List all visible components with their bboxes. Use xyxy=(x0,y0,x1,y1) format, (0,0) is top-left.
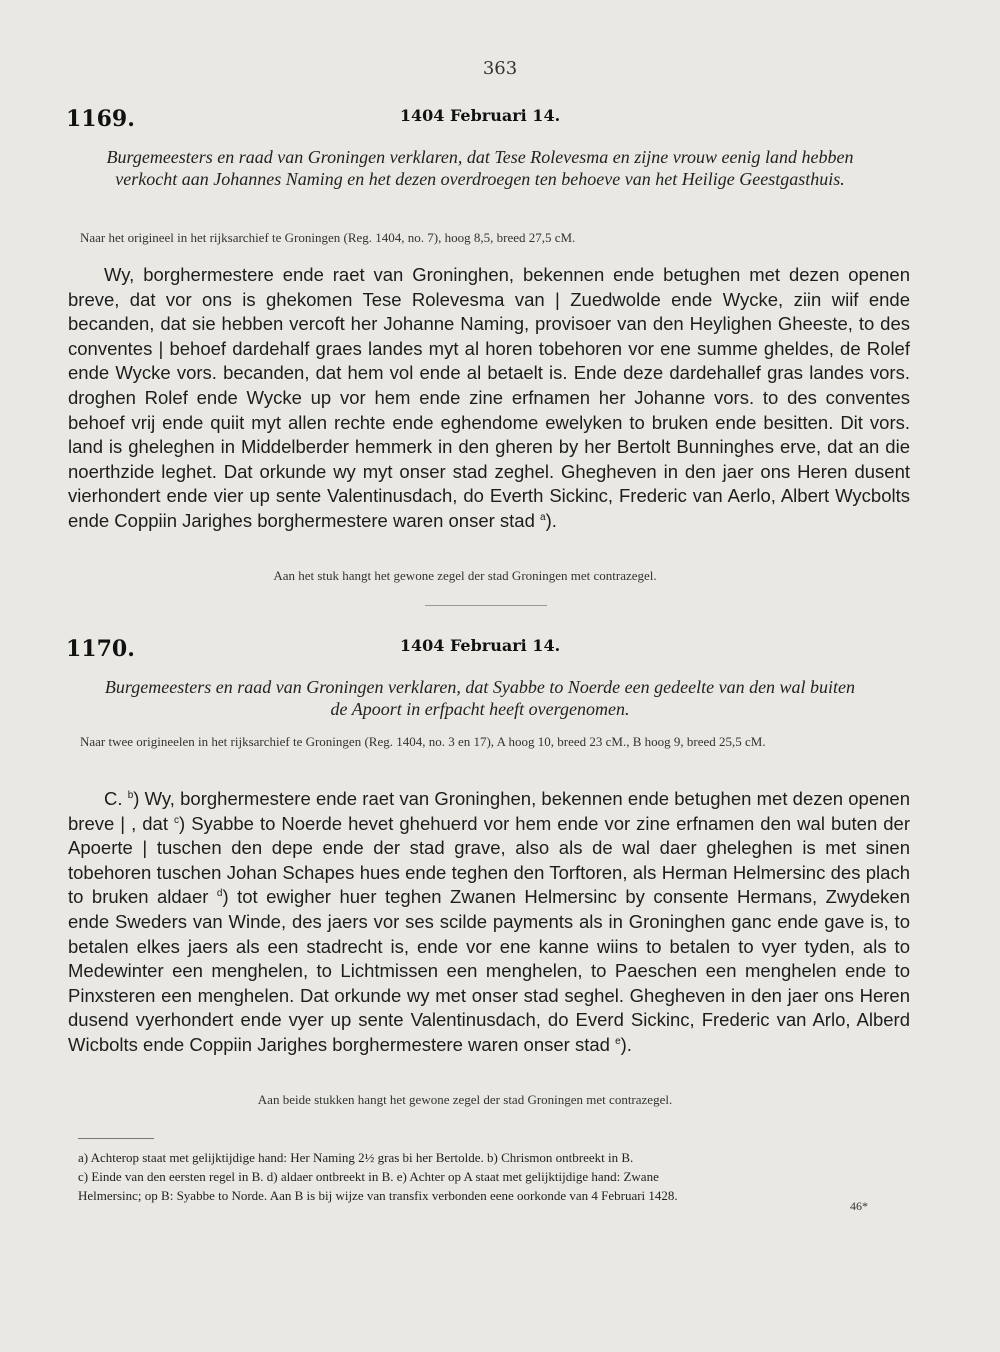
charter-date: 1404 Februari 14. xyxy=(399,106,561,125)
charter-number: 1169. xyxy=(66,106,135,132)
footnote-line: a) Achterop staat met gelijktijdige hand: Her Naming 2½ gras bi her Bertolde. b) Chrismon ontbreekt in B. xyxy=(78,1150,634,1165)
footnotes xyxy=(78,1148,918,1205)
charter-text-part: ). xyxy=(545,509,557,531)
charter-summary: Burgemeesters en raad van Groningen verklaren, dat Syabbe to Noerde een gedeelte van den wal buiten de Apoort in erfpacht heeft overgenomen. xyxy=(104,677,856,719)
charter-text xyxy=(68,263,910,534)
charter-text-part: ). xyxy=(620,1033,632,1055)
charter-text-part: C. xyxy=(104,788,128,809)
footnote-line: Helmersinc; op B: Syabbe to Norde. Aan B is bij wijze van transfix verbonden eene oorkonde van 4 Februari 1428. xyxy=(78,1188,678,1203)
charter-summary: Burgemeesters en raad van Groningen verklaren, dat Tese Rolevesma en zijne vrouw eenig land hebben verkocht aan Johannes Naming en het dezen overdroegen ten behoeve van het Heilige Geestgasthuis. xyxy=(106,147,854,189)
sheet-signature: 46* xyxy=(850,1199,868,1213)
charter-text-part: ) Wy, borghermestere ende raet van Groninghen, bekennen ende betughen met dezen openen breve | , dat xyxy=(68,788,910,834)
charter-text-part: ) tot ewigher huer teghen Zwanen Helmersinc by consente Hermans, Zwydeken ende Sweders van Winde, des jaers vor ses scilde payments als in Groninghen ganc ende gave is, to betalen elkes jaers als een stadrecht is, ende vor ene kanne wiins to betalen to vyer tyden, als to Medewinter een menghelen, to Lichtmissen een menghelen, to Paeschen een menghelen ende to Pinxsteren een menghelen. Dat orkunde wy met onser stad seghel. Ghegheven in den jaer ons Heren dusend vyerhondert ende vyer up sente Valentinusdach, do Everd Sickinc, Frederic van Arlo, Alberd Wicbolts ende Coppiin Jarighes borghermestere waren onser stad xyxy=(68,886,910,1055)
seal-note: Aan beide stukken hangt het gewone zegel der stad Groningen met contrazegel. xyxy=(257,1092,673,1107)
page-number: 363 xyxy=(482,58,518,79)
seal-note: Aan het stuk hangt het gewone zegel der stad Groningen met contrazegel. xyxy=(273,568,657,583)
footnote-line: c) Einde van den eersten regel in B. d) aldaer ontbreekt in B. e) Achter op A staat met gelijktijdige hand: Zwane xyxy=(78,1169,659,1184)
footnote-ref-a: a xyxy=(540,511,546,523)
charter-text-part: ) Syabbe to Noerde hevet ghehuerd vor hem ende vor zine erfnamen den wal buten der Apoerte | tuschen den depe ende der stad grave, also als de wal daer gheleghen is met sinen tobehoren tuschen Johan Schapes hues ende teghen den Torftoren, als Herman Helmersinc des plach to bruken aldaer xyxy=(68,812,911,908)
footnote-ref-d: d xyxy=(216,888,223,900)
charter-text-part: Wy, borghermestere ende raet van Groninghen, bekennen ende betughen met dezen openen breve, dat vor ons is ghekomen Tese Rolevesma van | Zuedwolde ende Wycke, ziin wiif ende becanden, dat sie hebben vercoft her Johanne Naming, provisoer van den Heylighen Gheeste, to des conventes | behoef dardehalf graes landes myt al horen tobehoren vor ene summe gheldes, de Rolef ende Wycke vors. becanden, dat hem vol ende al betaelt is. Ende deze dardehallef gras landes vors. droghen Rolef ende Wycke up vor hem ende zine erfnamen her Johanne vors. to des conventes behoef vrij ende quiit myt allen rechte ende eghendome ewelyken to bruken ende besitten. Dit vors. land is gheleghen in Middelberder hemmerk in den gheren by her Bertolt Bunninghes erve, dat an die noerthzide leghet. Dat orkunde wy myt onser stad zeghel. Ghegheven in den jaer ons Heren dusent vierhondert ende vier up sente Valentinusdach, do Everth Sickinc, Frederic van Aerlo, Albert Wycbolts ende Coppiin Jarighes borghermestere waren onser stad xyxy=(68,264,910,531)
footnote-ref-c: c xyxy=(174,814,180,826)
charter-date: 1404 Februari 14. xyxy=(399,636,561,655)
section-divider xyxy=(425,605,547,606)
charter-source: Naar het origineel in het rijksarchief te Groningen (Reg. 1404, no. 7), hoog 8,5, breed 27,5 cM. xyxy=(80,230,576,245)
charter-number: 1170. xyxy=(66,636,135,662)
charter-source: Naar twee origineelen in het rijksarchief te Groningen (Reg. 1404, no. 3 en 17), A hoog 10, breed 23 cM., B hoog 9, breed 25,5 cM. xyxy=(80,734,766,749)
footnote-ref-b: b xyxy=(127,789,134,801)
charter-text xyxy=(68,787,910,1058)
footnote-ref-e: e xyxy=(615,1035,621,1047)
footnote-rule xyxy=(78,1138,154,1139)
